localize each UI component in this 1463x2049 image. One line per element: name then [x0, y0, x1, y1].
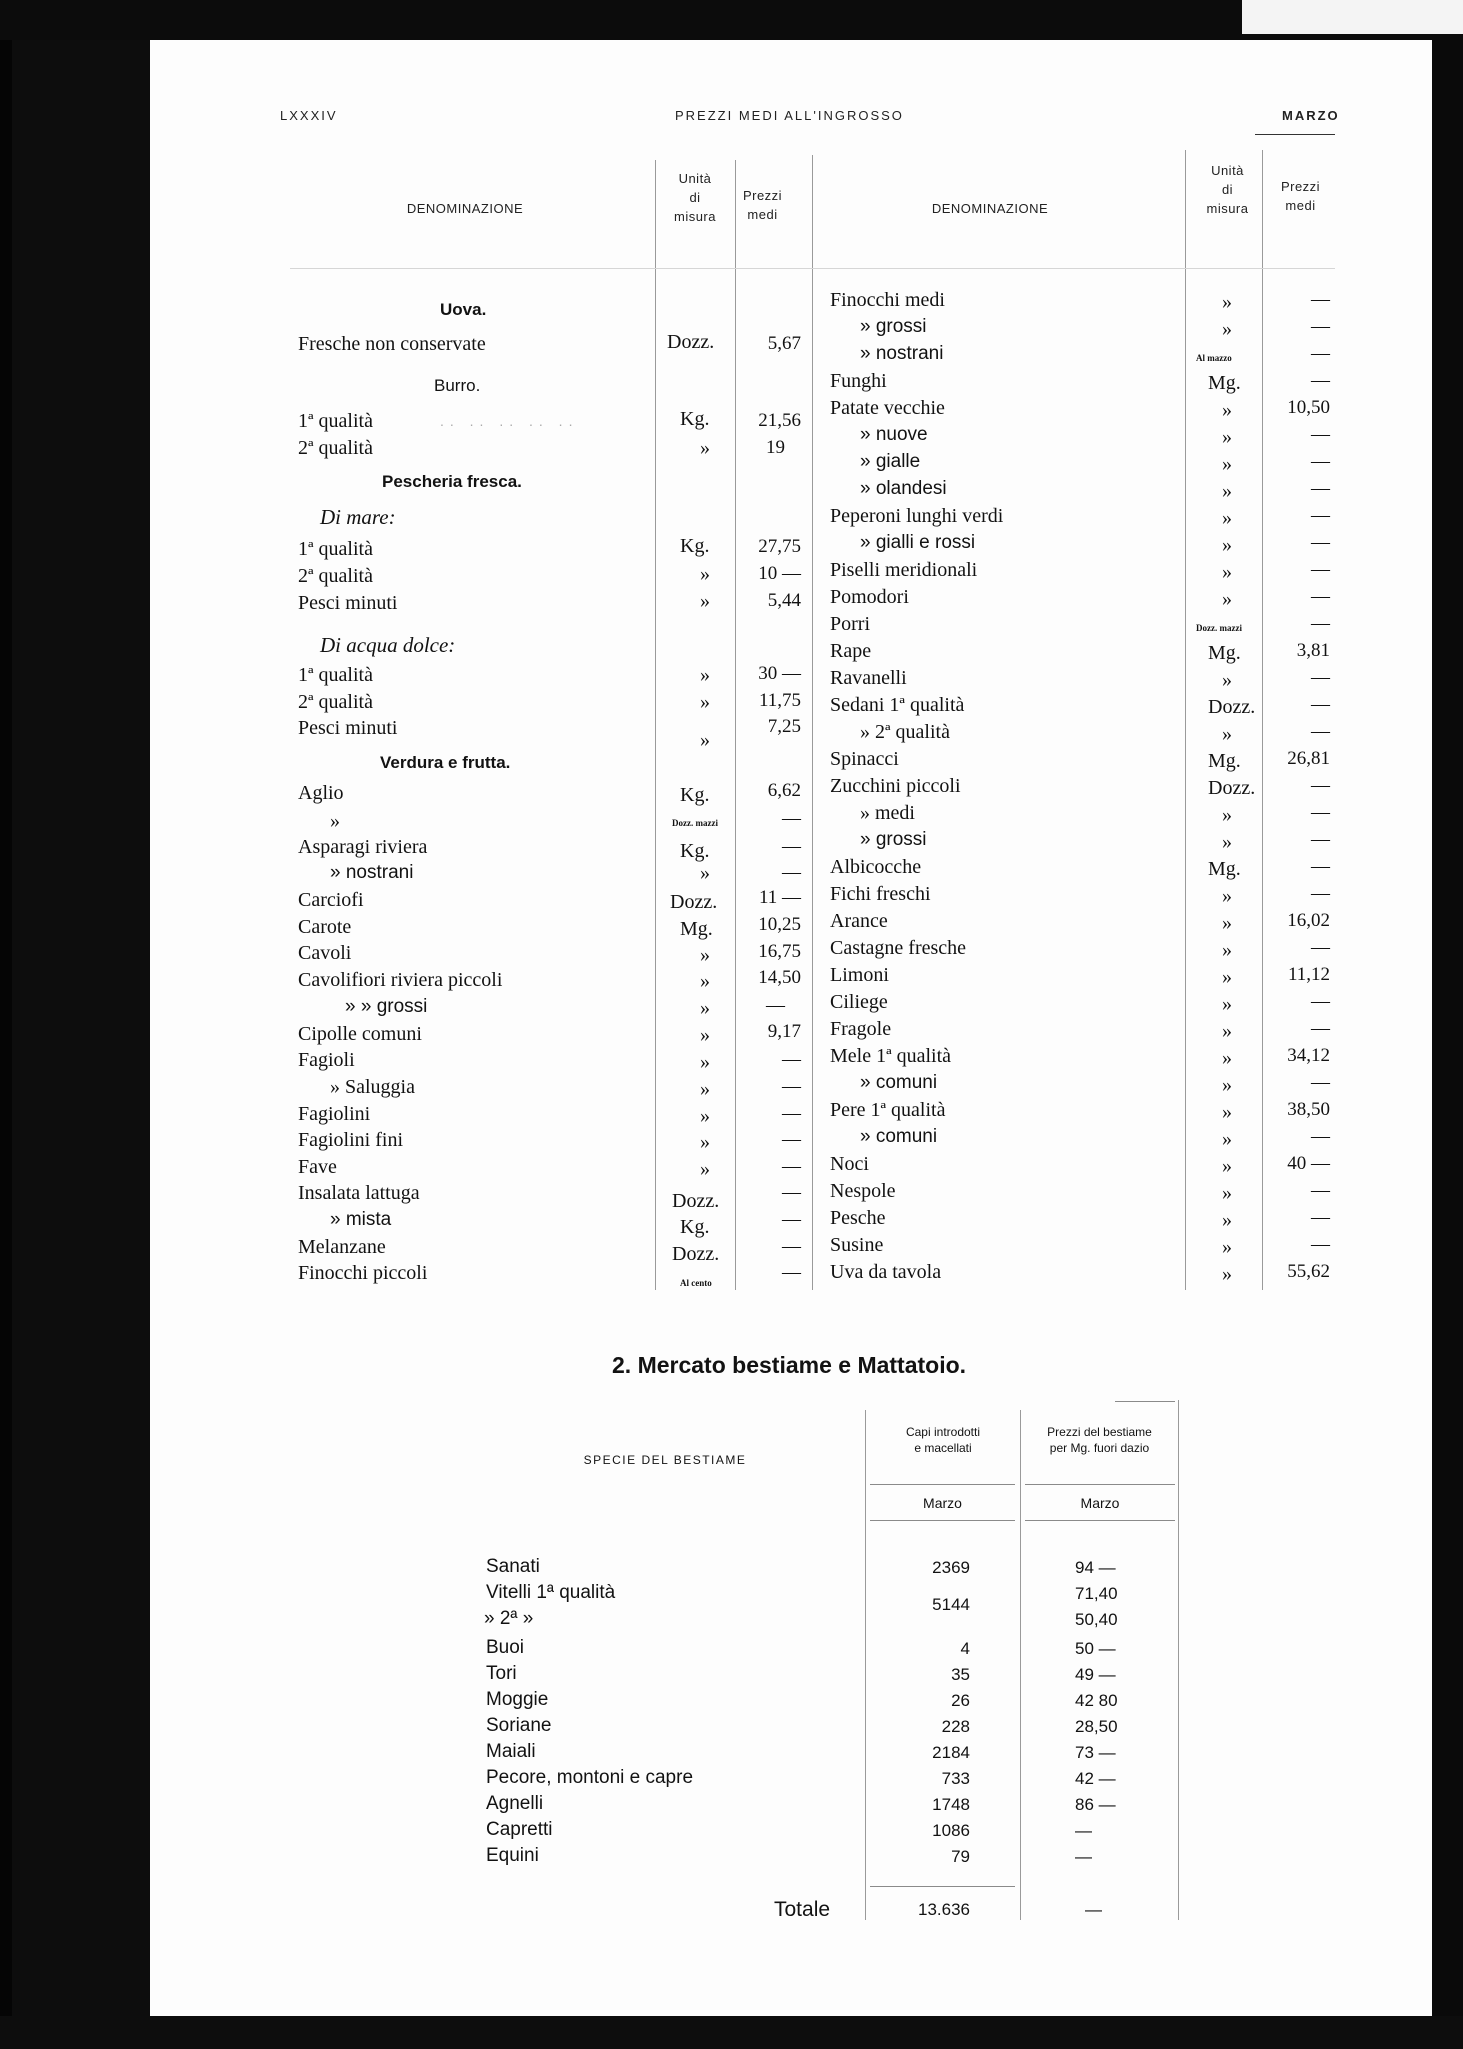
item-name: 1ª qualità — [298, 410, 373, 432]
item-unit: » — [1222, 1236, 1232, 1258]
item-unit: Mg. — [1208, 372, 1241, 394]
item-unit: Al cento — [680, 1278, 712, 1288]
item-price: — — [1311, 937, 1330, 958]
item-price: 26,81 — [1287, 748, 1330, 769]
item-price: — — [1311, 505, 1330, 526]
item-unit: » — [1222, 1047, 1232, 1069]
item-unit: Dozz. — [667, 331, 715, 353]
totale-label: Totale — [774, 1898, 831, 1921]
item-name: Fave — [298, 1156, 337, 1178]
item-price: — — [1311, 694, 1330, 715]
item-name: Insalata lattuga — [298, 1182, 420, 1204]
item-unit: Mg. — [1208, 858, 1241, 880]
section-verdura: Verdura e frutta. — [380, 753, 511, 772]
prezzi-header-bottom-rule — [1025, 1520, 1175, 1521]
bestiame-prezzo: 86 — — [1075, 1795, 1116, 1814]
item-unit: » — [700, 1131, 710, 1153]
item-name: Spinacci — [830, 748, 899, 770]
item-name: » nostrani — [860, 343, 944, 364]
item-name: Porri — [830, 613, 870, 635]
item-name: » 2ª qualità — [860, 721, 950, 743]
item-price: — — [1311, 586, 1330, 607]
item-price: — — [782, 1129, 801, 1150]
item-price: 55,62 — [1287, 1261, 1330, 1282]
item-unit: » — [700, 590, 710, 612]
bestiame-name: » 2ª » — [484, 1608, 534, 1629]
bestiame-name: Agnelli — [486, 1793, 544, 1814]
item-name: Fragole — [830, 1018, 892, 1040]
item-price: — — [782, 1076, 801, 1097]
item-price: — — [1311, 775, 1330, 796]
item-name: Pesci minuti — [298, 717, 398, 739]
bestiame-prezzo: — — [1075, 1821, 1092, 1840]
item-name: Patate vecchie — [830, 397, 945, 419]
item-unit: » — [1222, 318, 1232, 340]
scan-border-left-edge — [0, 40, 12, 2049]
item-name: Uva da tavola — [830, 1261, 942, 1283]
item-name: » medi — [860, 802, 915, 824]
item-unit: » — [700, 862, 710, 884]
item-name: Fagiolini fini — [298, 1129, 403, 1151]
item-unit: Kg. — [680, 1216, 710, 1238]
item-unit: » — [1222, 885, 1232, 907]
item-name: 2ª qualità — [298, 691, 373, 713]
item-name: Finocchi piccoli — [298, 1262, 428, 1284]
item-unit: » — [1222, 1074, 1232, 1096]
item-name: Funghi — [830, 370, 887, 392]
item-unit: » — [1222, 1209, 1232, 1231]
item-unit: Dozz. — [672, 1243, 720, 1265]
item-unit: » — [1222, 507, 1232, 529]
item-unit: » — [1222, 831, 1232, 853]
item-name: » comuni — [860, 1126, 938, 1147]
item-price: — — [1311, 424, 1330, 445]
bestiame-capi: 1748 — [932, 1795, 970, 1814]
item-price: — — [1311, 1126, 1330, 1147]
item-price: — — [1311, 343, 1330, 364]
item-price: — — [782, 1209, 801, 1230]
item-unit: » — [1222, 588, 1232, 610]
item-unit: » — [700, 944, 710, 966]
item-price: — — [1311, 1180, 1330, 1201]
item-name: » mista — [330, 1209, 392, 1230]
item-price: — — [1311, 532, 1330, 553]
item-unit: Dozz. — [1208, 696, 1256, 718]
item-price: 14,50 — [758, 967, 801, 988]
item-price: 5,44 — [767, 590, 801, 611]
prezzi-sub-rule — [1025, 1484, 1175, 1485]
bestiame-prezzo: 49 — — [1075, 1665, 1116, 1684]
bestiame-capi: 35 — [951, 1665, 970, 1684]
item-unit: » — [1222, 1020, 1232, 1042]
item-price: — — [1311, 883, 1330, 904]
item-price: 10,25 — [758, 914, 801, 935]
bestiame-prezzo: 28,50 — [1075, 1717, 1118, 1736]
item-name: Pesche — [830, 1207, 886, 1229]
item-name: Sedani 1ª qualità — [830, 694, 965, 716]
bestiame-capi: 5144 — [932, 1595, 970, 1614]
item-price: 11,12 — [1287, 964, 1330, 985]
item-name: Cavoli — [298, 942, 352, 964]
item-price: — — [1311, 802, 1330, 823]
item-name: Pesci minuti — [298, 592, 398, 614]
bestiame-prezzo: — — [1075, 1847, 1092, 1866]
bestiame-capi: 4 — [960, 1639, 970, 1658]
item-name: Fagioli — [298, 1049, 355, 1071]
item-unit: » — [700, 1078, 710, 1100]
col-header-prezzi-right: Prezzi medi — [1280, 179, 1321, 213]
item-name: Peperoni lunghi verdi — [830, 505, 1004, 527]
section-uova: Uova. — [440, 300, 487, 319]
item-unit: » — [1222, 1155, 1232, 1177]
col-header-capi: Capi introdotti e macellati — [905, 1425, 981, 1456]
item-name: Arance — [830, 910, 888, 932]
item-name: Piselli meridionali — [830, 559, 978, 581]
item-name: Melanzane — [298, 1236, 386, 1258]
scan-border-bottom — [0, 2016, 1463, 2049]
item-price: — — [1311, 316, 1330, 337]
item-unit: » — [1222, 453, 1232, 475]
page-number: LXXXIV — [280, 108, 338, 123]
sub-header-prezzi: Marzo — [1080, 1495, 1120, 1511]
item-name: Fagiolini — [298, 1103, 371, 1125]
item-unit: » — [1222, 912, 1232, 934]
bestiame-prezzo: 71,40 — [1075, 1584, 1118, 1603]
item-unit: » — [1222, 804, 1232, 826]
item-unit: » — [1222, 1128, 1232, 1150]
scan-border-right — [1432, 40, 1463, 2049]
item-name: Ciliege — [830, 991, 888, 1013]
rule-left-unit — [655, 160, 656, 1290]
item-price: 16,02 — [1287, 910, 1330, 931]
bestiame-name: Soriane — [486, 1715, 552, 1736]
item-price: 30 — — [758, 663, 801, 684]
item-unit: » — [1222, 426, 1232, 448]
item-unit: » — [1222, 966, 1232, 988]
item-price: 38,50 — [1287, 1099, 1330, 1120]
item-name: Pomodori — [830, 586, 909, 608]
item-price: — — [1311, 721, 1330, 742]
scan-border-left — [0, 40, 150, 2049]
bestiame-capi: 228 — [941, 1717, 970, 1736]
rule-capi — [865, 1410, 866, 1920]
item-name: » Saluggia — [330, 1076, 415, 1098]
item-unit: » — [700, 563, 710, 585]
bestiame-capi: 26 — [951, 1691, 970, 1710]
item-unit: Mg. — [1208, 642, 1241, 664]
item-price: — — [782, 1103, 801, 1124]
header-rule — [1255, 134, 1335, 135]
item-unit: » — [1222, 561, 1232, 583]
item-unit: » — [700, 664, 710, 686]
rule-right-unit — [1185, 150, 1186, 1290]
item-unit: Dozz. mazzi — [672, 818, 718, 828]
item-price: — — [1311, 289, 1330, 310]
col-header-denominazione: DENOMINAZIONE — [406, 201, 524, 216]
item-name: Limoni — [830, 964, 889, 986]
bestiame-name: Buoi — [486, 1637, 525, 1658]
item-unit: » — [1222, 1182, 1232, 1204]
item-unit: Kg. — [680, 840, 710, 862]
item-name: Finocchi medi — [830, 289, 945, 311]
item-price: 19 — [766, 437, 785, 458]
item-unit: » — [1222, 993, 1232, 1015]
item-price: 5,67 — [767, 333, 801, 354]
bestiame-name: Capretti — [486, 1819, 553, 1840]
item-unit: Dozz. — [670, 891, 718, 913]
item-price: — — [782, 1182, 801, 1203]
rule-center — [812, 155, 813, 1290]
item-name: 1ª qualità — [298, 538, 373, 560]
bestiame-name: Pecore, montoni e capre — [486, 1767, 694, 1788]
item-price: 16,75 — [758, 941, 801, 962]
item-unit: » — [1222, 480, 1232, 502]
item-name: » » grossi — [345, 996, 428, 1017]
item-price: — — [1311, 478, 1330, 499]
item-price: 34,12 — [1287, 1045, 1330, 1066]
item-price: — — [1311, 829, 1330, 850]
item-price: — — [1311, 451, 1330, 472]
bestiame-name: Vitelli 1ª qualità — [486, 1582, 616, 1603]
item-price: 7,25 — [767, 716, 801, 737]
item-name: Ravanelli — [830, 667, 907, 689]
item-price: — — [1311, 856, 1330, 877]
bestiame-prezzo: 94 — — [1075, 1558, 1116, 1577]
item-unit: » — [700, 729, 710, 751]
capi-sub-rule — [870, 1484, 1015, 1485]
sub-header-capi: Marzo — [923, 1495, 962, 1511]
item-price: 11,75 — [758, 690, 801, 711]
item-price: — — [1311, 1072, 1330, 1093]
item-unit: Kg. — [680, 408, 710, 430]
item-unit: Dozz. — [1208, 777, 1256, 799]
col-header-unita: Unità di misura — [673, 171, 716, 224]
item-unit: » — [1222, 291, 1232, 313]
item-name: Castagne fresche — [830, 937, 967, 959]
scan-border-notch — [1242, 0, 1463, 34]
item-price: 40 — — [1287, 1153, 1330, 1174]
item-unit: » — [700, 1158, 710, 1180]
col-header-specie: SPECIE DEL BESTIAME — [583, 1453, 747, 1467]
totale-capi: 13.636 — [918, 1900, 970, 1919]
item-unit: » — [700, 997, 710, 1019]
item-unit: » — [1222, 399, 1232, 421]
subsection-dolce: Di acqua dolce: — [320, 633, 456, 657]
col-header-prezzi: Prezzi medi — [742, 188, 783, 222]
item-unit: » — [700, 1105, 710, 1127]
bestiame-capi: 2184 — [932, 1743, 970, 1762]
col-header-denominazione-right: DENOMINAZIONE — [931, 201, 1049, 216]
bestiame-prezzo: 42 80 — [1075, 1691, 1118, 1710]
item-unit: Kg. — [680, 535, 710, 557]
item-name: Cipolle comuni — [298, 1023, 422, 1045]
header-bottom-rule — [290, 268, 1335, 269]
item-name: Zucchini piccoli — [830, 775, 961, 797]
item-price: — — [782, 1236, 801, 1257]
bestiame-capi: 2369 — [932, 1558, 970, 1577]
bestiame-name: Sanati — [486, 1556, 540, 1577]
item-unit: » — [1222, 939, 1232, 961]
item-name: Carote — [298, 916, 352, 938]
totale-rule — [870, 1886, 1015, 1887]
month-label: MARZO — [1282, 108, 1340, 123]
item-unit: Mg. — [1208, 750, 1241, 772]
item-unit: » — [700, 1051, 710, 1073]
item-name: Fresche non conservate — [298, 333, 486, 355]
item-unit: » — [1222, 669, 1232, 691]
item-price: — — [782, 1262, 801, 1283]
item-name: Asparagi riviera — [298, 836, 428, 858]
item-price: — — [1311, 559, 1330, 580]
item-name: Nespole — [830, 1180, 896, 1202]
col-header-unita-right: Unità di misura — [1206, 163, 1249, 216]
bestiame-name: Tori — [486, 1663, 517, 1684]
item-unit: » — [700, 970, 710, 992]
item-price: — — [782, 1156, 801, 1177]
page-title: PREZZI MEDI ALL'INGROSSO — [675, 108, 904, 123]
bestiame-prezzo: 50 — — [1075, 1639, 1116, 1658]
bestiame-name: Maiali — [486, 1741, 536, 1762]
item-name: » gialli e rossi — [860, 532, 976, 553]
leader-dots: .. .. .. .. .. — [440, 413, 579, 429]
bestiame-name: Equini — [486, 1845, 539, 1866]
bestiame-name: Moggie — [486, 1689, 549, 1710]
item-name: » nuove — [860, 424, 928, 445]
subsection-mare: Di mare: — [320, 505, 396, 529]
item-unit: Kg. — [680, 784, 710, 806]
item-name: Noci — [830, 1153, 869, 1175]
section2-top-rule — [1115, 1401, 1175, 1402]
item-name: » olandesi — [860, 478, 947, 499]
item-name: Pere 1ª qualità — [830, 1099, 946, 1121]
item-price: — — [1311, 1018, 1330, 1039]
item-price: — — [1311, 1207, 1330, 1228]
item-price: — — [1311, 613, 1330, 634]
item-price: — — [782, 1049, 801, 1070]
item-name: Aglio — [298, 782, 344, 804]
item-unit: Al mazzo — [1196, 353, 1232, 363]
section-burro: Burro. — [434, 376, 481, 395]
item-price: 11 — — [758, 887, 801, 908]
item-unit: » — [700, 1024, 710, 1046]
item-price: 10 — — [758, 563, 801, 584]
item-name: » comuni — [860, 1072, 938, 1093]
item-unit: Dozz. — [672, 1190, 720, 1212]
item-name: » grossi — [860, 829, 927, 850]
item-price: 27,75 — [758, 536, 801, 557]
item-name: Cavolifiori riviera piccoli — [298, 969, 503, 991]
item-price: 21,56 — [758, 410, 801, 431]
item-price: 9,17 — [767, 1021, 801, 1042]
col-header-prezzi-bestiame: Prezzi del bestiame per Mg. fuori dazio — [1047, 1425, 1152, 1456]
item-name: 2ª qualità — [298, 437, 373, 459]
bestiame-prezzo: 50,40 — [1075, 1610, 1118, 1629]
item-price: — — [782, 836, 801, 857]
item-name: » gialle — [860, 451, 921, 472]
bestiame-capi: 733 — [941, 1769, 970, 1788]
item-price: — — [782, 862, 801, 883]
item-unit: » — [700, 437, 710, 459]
item-name: Susine — [830, 1234, 884, 1256]
item-price: — — [1311, 370, 1330, 391]
item-name: » grossi — [860, 316, 927, 337]
item-name: Albicocche — [830, 856, 922, 878]
item-price: — — [1311, 667, 1330, 688]
capi-header-bottom-rule — [870, 1520, 1015, 1521]
item-price: 10,50 — [1287, 397, 1330, 418]
bestiame-prezzo: 42 — — [1075, 1769, 1116, 1788]
item-price: — — [782, 808, 801, 829]
item-name: 2ª qualità — [298, 565, 373, 587]
item-unit: » — [1222, 723, 1232, 745]
item-unit: Dozz. mazzi — [1196, 623, 1242, 633]
item-price: — — [1311, 1234, 1330, 1255]
item-price: — — [766, 995, 785, 1016]
item-price: 3,81 — [1296, 640, 1330, 661]
item-unit: » — [700, 691, 710, 713]
item-unit: Mg. — [680, 918, 713, 940]
item-unit: » — [1222, 534, 1232, 556]
rule-prezzi — [1020, 1410, 1021, 1920]
rule-right-edge — [1178, 1400, 1179, 1920]
item-unit: » — [1222, 1101, 1232, 1123]
bestiame-prezzo: 73 — — [1075, 1743, 1116, 1762]
item-name: Rape — [830, 640, 872, 662]
item-price: — — [1311, 991, 1330, 1012]
item-name: Carciofi — [298, 889, 364, 911]
item-name: 1ª qualità — [298, 664, 373, 686]
section2-title: 2. Mercato bestiame e Mattatoio. — [612, 1352, 967, 1378]
bestiame-capi: 1086 — [932, 1821, 970, 1840]
item-price: 6,62 — [767, 780, 801, 801]
totale-prezzo: — — [1085, 1900, 1102, 1919]
item-name: » — [330, 810, 340, 832]
bestiame-capi: 79 — [951, 1847, 970, 1866]
section-pescheria: Pescheria fresca. — [382, 472, 522, 491]
item-name: Fichi freschi — [830, 883, 931, 905]
item-name: » nostrani — [330, 862, 414, 883]
item-name: Mele 1ª qualità — [830, 1045, 952, 1067]
item-unit: » — [1222, 1263, 1232, 1285]
